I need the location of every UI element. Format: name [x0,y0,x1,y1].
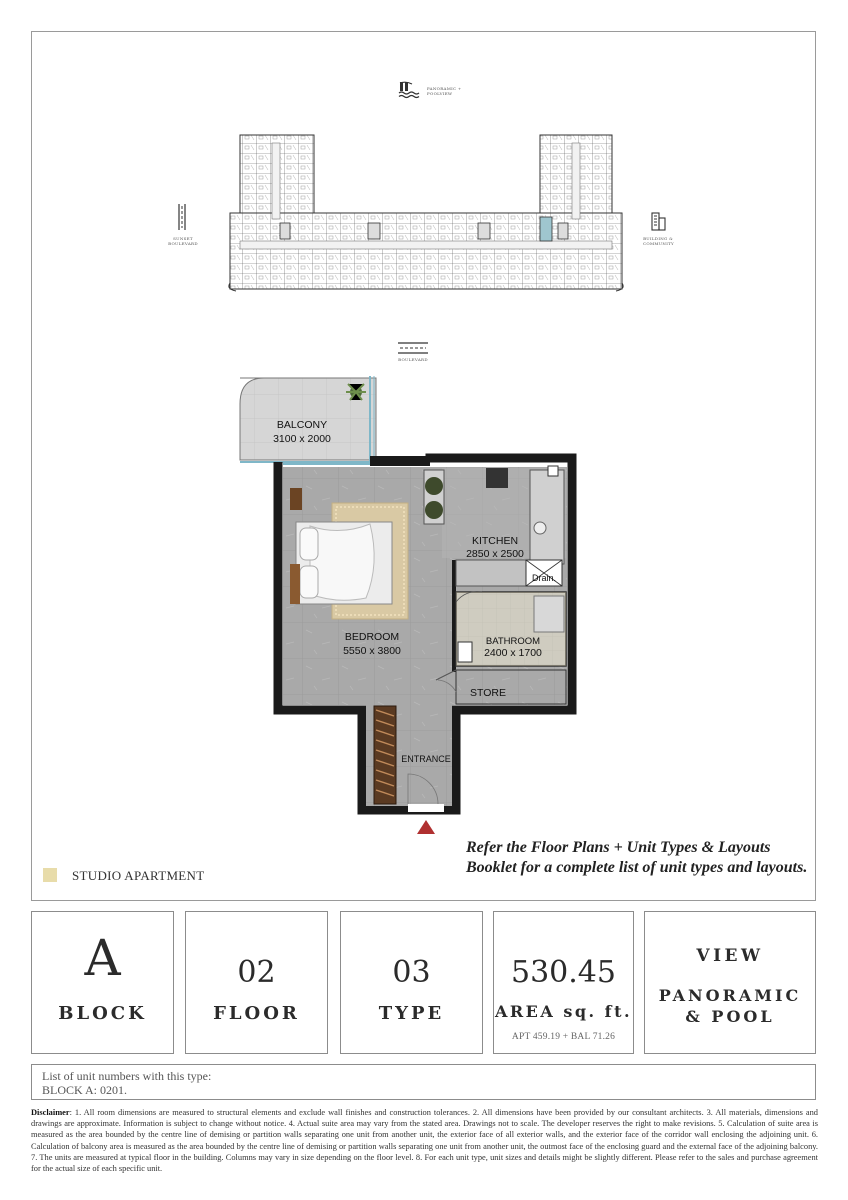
block-label: BLOCK [58,1003,147,1024]
disclaimer-text: : 1. All room dimensions are measured to structural elements and exclude wall finishes and construction tolerances. 2. All dimensions have been provided by our consultant architects. 3. All materials, dimensions and drawings are approximate. Information is subject to change without notice. 4. Actual suite area may vary from the stated area. Drawings not to scale. The developer reserves the right to make revisions. 5. Calculation of suite area is measured as the area bounded by the centre line of demising or partition walls separating one unit from another unit, the exterior face of all exterior walls, and the exterior face of the corridor wall enclosing the adjoining unit. 6. Calculation of balcony area is measured as the area bounded by the centre line of demising or partition walls separating one unit from another unit, the outmost face of the enclosing guard and the external face of the adjoining balcony. 7. The units are measured at typical floor in the building. Columns may vary in size depending on the floor level. 8. For each unit type, unit sizes and details might be slightly different. Please refer to the sales and purchase agreement for the actual size of each specific unit. [31,1108,818,1174]
top-view-label: PANORAMIC + POOLVIEW [427,86,462,96]
area-detail: APT 459.19 + BAL 71.26 [511,1032,616,1042]
unit-list [31,1064,816,1100]
floor-value: 02 [237,955,276,990]
road-icon-bottom [398,339,428,351]
type-box [340,911,483,1054]
legend-swatch [43,868,57,882]
kitchen-dims: 2850 x 2500 [466,548,524,560]
bedroom-name: BEDROOM [344,631,400,643]
bedroom-dims: 5550 x 3800 [343,645,401,657]
kitchen-name: KITCHEN [471,535,519,547]
entrance-label: ENTRANCE [401,754,451,764]
building-icon [650,211,666,231]
bathroom-name: BATHROOM [485,636,541,647]
view-value-line1: PANORAMIC [658,986,802,1005]
unit-floor-plan [230,370,580,840]
disclaimer [31,1107,818,1174]
type-label: TYPE [378,1003,445,1024]
area-label: AREA sq. ft. [494,1002,633,1021]
drain-label: Drain. [531,573,557,583]
entrance-arrow-icon [417,820,435,834]
balcony-name: BALCONY [276,419,328,431]
view-box [644,911,816,1054]
type-value: 03 [392,955,431,990]
bathroom-dims: 2400 x 1700 [484,647,542,659]
balcony-dims: 3100 x 2000 [273,433,331,445]
right-building-label: BUILDING & COMMUNITY [643,236,674,246]
block-value: A [84,929,121,987]
bottom-road-label: BOULEVARD [398,357,428,362]
area-box [493,911,634,1054]
key-floor-plan [228,133,624,293]
unit-list-units: BLOCK A: 0201. [42,1083,128,1097]
view-value-line2: & POOL [685,1007,775,1026]
view-value [645,985,815,1027]
pool-icon [398,81,420,99]
disclaimer-label: Disclaimer [31,1108,70,1117]
area-value: 530.45 [511,955,616,990]
refer-note: Refer the Floor Plans + Unit Types & Layouts Booklet for a complete list of unit types and layouts. [466,839,808,876]
floor-box [185,911,328,1054]
left-road-label: SUNSET BOULEVARD [168,236,198,246]
legend-label: STUDIO APARTMENT [72,868,205,883]
store-label: STORE [470,687,506,699]
unit-list-heading: List of unit numbers with this type: [42,1069,212,1083]
road-icon-left [178,204,186,230]
view-title: VIEW [696,946,764,966]
floor-label: FLOOR [213,1003,300,1024]
block-box [31,911,174,1054]
